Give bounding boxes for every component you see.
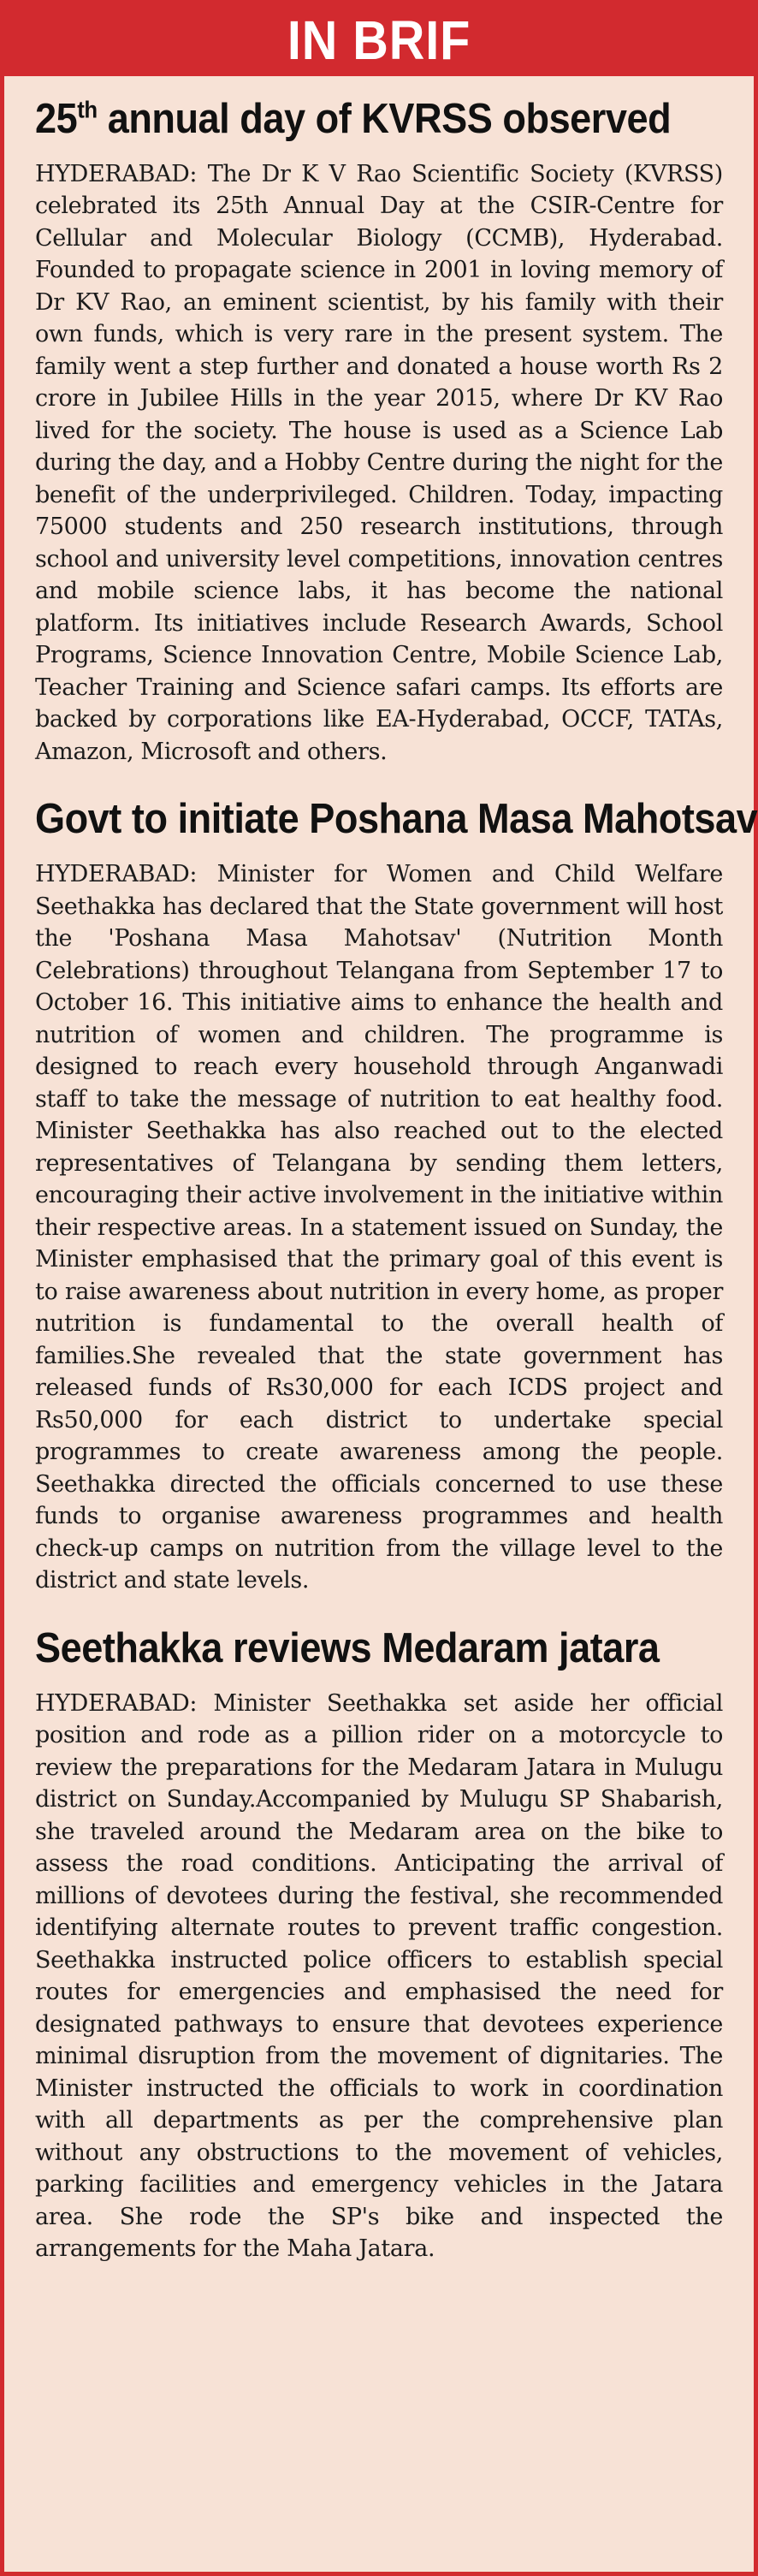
headline-ordinal-suffix: th bbox=[77, 96, 98, 123]
article-headline: Seethakka reviews Medaram jatara bbox=[35, 1624, 660, 1671]
article-kvrss bbox=[35, 97, 723, 768]
article-body: HYDERABAD: The Dr K V Rao Scientific Society (KVRSS) celebrated its 25th Annual Day at the CSIR-Centre for Cellular and Molecular Biology (CCMB), Hyderabad. Founded to propagate science in 2001 in loving memory of Dr KV Rao, an eminent scientist, by his family with their own funds, which is very rare in the present system. The family went a step further and donated a house worth Rs 2 crore in Jubilee Hills in the year 2015, where Dr KV Rao lived for the society. The house is used as a Science Lab during the day, and a Hobby Centre during the night for the benefit of the underprivileged. Children. Today, impacting 75000 students and 250 research institutions, through school and university level competitions, innovation centres and mobile science labs, it has become the national platform. Its initiatives include Research Awards, School Programs, Science Innovation Centre, Mobile Science Lab, Teacher Training and Science safari camps. Its efforts are backed by corporations like EA-Hyderabad, OCCF, TATAs, Amazon, Microsoft and others. bbox=[35, 160, 723, 765]
article-headline bbox=[35, 96, 672, 143]
article-headline: Govt to initiate Poshana Masa Mahotsav bbox=[35, 796, 758, 843]
headline-text: annual day of KVRSS observed bbox=[97, 96, 672, 142]
section-title: IN BRIF bbox=[287, 9, 471, 71]
article-poshana bbox=[35, 796, 758, 1596]
section-banner bbox=[4, 4, 754, 76]
article-body: HYDERABAD: Minister Seethakka set aside her official position and rode as a pillion rider on a motorcycle to review the preparations for the Medaram Jatara in Mulugu district on Sunday.Accompanied by Mulugu SP Shabarish, she traveled around the Medaram area on the bike to assess the road conditions. Anticipating the arrival of millions of devotees during the festival, she recommended identifying alternate routes to prevent traffic congestion. Seethakka instructed police officers to establish special routes for emergencies and emphasised the need for designated pathways to ensure that devotees experience minimal disruption from the movement of dignitaries. The Minister instructed the officials to work in coordination with all departments as per the comprehensive plan without any obstructions to the movement of vehicles, parking facilities and emergency vehicles in the Jatara area. She rode the SP's bike and inspected the arrangements for the Maha Jatara. bbox=[35, 1689, 723, 2263]
articles-container bbox=[4, 76, 758, 2265]
article-body: HYDERABAD: Minister for Women and Child Welfare Seethakka has declared that the State government will host the 'Poshana Masa Mahotsav' (Nutrition Month Celebrations) throughout Telangana from September 17 to October 16. This initiative aims to enhance the health and nutrition of women and children. The programme is designed to reach every household through Anganwadi staff to take the message of nutrition to eat healthy food. Minister Seethakka has also reached out to the elected representatives of Telangana by sending them letters, encouraging their active involvement in the initiative within their respective areas. In a statement issued on Sunday, the Minister emphasised that the primary goal of this event is to raise awareness about nutrition in every home, as proper nutrition is fundamental to the overall health of families.She revealed that the state government has released funds of Rs30,000 for each ICDS project and Rs50,000 for each district to undertake special programmes to create awareness among the people. Seethakka directed the officials concerned to use these funds to organise awareness programmes and health check-up camps on nutrition from the village level to the district and state levels. bbox=[35, 861, 723, 1594]
headline-number: 25 bbox=[35, 96, 78, 142]
article-medaram bbox=[35, 1626, 723, 2265]
